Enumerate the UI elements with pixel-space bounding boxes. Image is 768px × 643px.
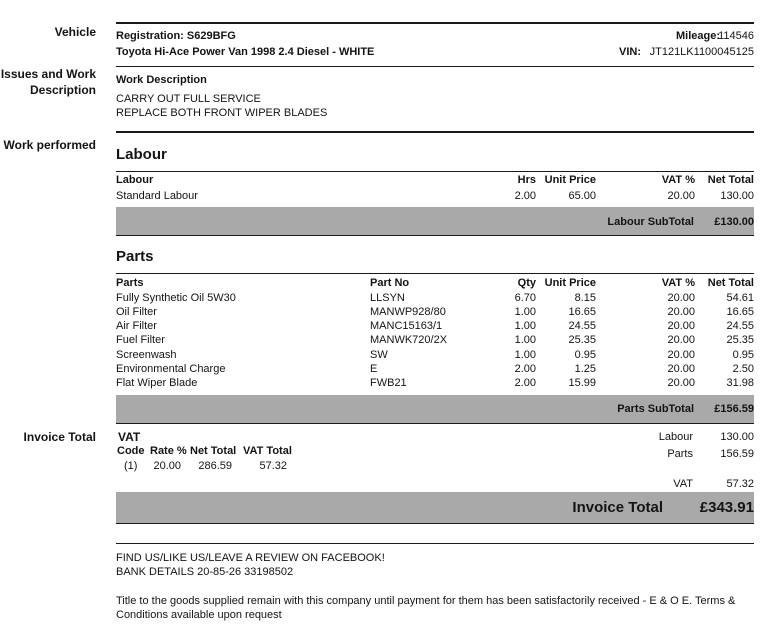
mileage-value: 114546 (718, 30, 754, 42)
labour-col-item: Labour (116, 174, 154, 186)
table-row (116, 376, 754, 390)
vat-code: (1) (124, 460, 138, 472)
part-no: E (370, 363, 378, 375)
part-qty: 2.00 (514, 363, 536, 375)
part-no: MANWP928/80 (370, 306, 446, 318)
part-net: 2.50 (732, 363, 754, 375)
parts-header-rule (116, 273, 754, 274)
part-no: LLSYN (370, 292, 405, 304)
totals-vat-label: VAT (673, 478, 693, 490)
part-qty: 1.00 (514, 320, 536, 332)
table-row (116, 319, 754, 333)
part-unit-price: 0.95 (574, 349, 596, 361)
totals-parts-value: 156.59 (720, 448, 754, 460)
labour-vat: 20.00 (667, 190, 695, 202)
table-row (116, 291, 754, 305)
table-row (116, 189, 754, 203)
labour-header-row (116, 173, 754, 187)
part-qty: 1.00 (514, 306, 536, 318)
vat-title: VAT (118, 430, 141, 444)
labour-col-hrs: Hrs (517, 174, 536, 186)
vat-rate: 20.00 (153, 460, 181, 472)
part-unit-price: 16.65 (568, 306, 596, 318)
part-net: 0.95 (732, 349, 754, 361)
vat-col-vat: VAT Total (243, 445, 292, 457)
labour-item: Standard Labour (116, 190, 198, 202)
totals-bottom-rule (116, 523, 754, 524)
labour-subtotal-value: £130.00 (714, 216, 754, 228)
work-line-1: CARRY OUT FULL SERVICE (116, 93, 261, 105)
footer-top-rule (116, 543, 754, 544)
part-unit-price: 15.99 (568, 377, 596, 389)
parts-title: Parts (116, 248, 154, 265)
part-vat: 20.00 (667, 334, 695, 346)
labour-hrs: 2.00 (514, 190, 536, 202)
footer-bank: BANK DETAILS 20-85-26 33198502 (116, 566, 294, 578)
vat-col-rate: Rate % (150, 445, 187, 457)
parts-subtotal-label: Parts SubTotal (617, 403, 694, 415)
parts-col-unit-price: Unit Price (544, 277, 596, 289)
part-qty: 1.00 (514, 349, 536, 361)
vat-total: 57.32 (259, 460, 287, 472)
work-description-heading: Work Description (116, 74, 207, 86)
parts-col-vat: VAT % (661, 277, 695, 289)
invoice-total-text: Invoice Total (572, 499, 663, 516)
part-no: MANC15163/1 (370, 320, 443, 332)
vehicle-bottom-rule (116, 66, 754, 67)
vehicle-top-rule (116, 22, 754, 24)
vehicle-label: Vehicle (54, 25, 96, 39)
issues-label: Issues and Work Description (0, 67, 96, 97)
footer-facebook: FIND US/LIKE US/LEAVE A REVIEW ON FACEBOOK! (116, 552, 385, 564)
part-item: Fuel Filter (116, 334, 165, 346)
part-vat: 20.00 (667, 363, 695, 375)
table-row (116, 333, 754, 347)
part-vat: 20.00 (667, 292, 695, 304)
part-qty: 2.00 (514, 377, 536, 389)
mileage-label: Mileage: (676, 30, 721, 42)
parts-col-item: Parts (116, 277, 144, 289)
parts-subtotal-value: £156.59 (714, 403, 754, 415)
labour-net: 130.00 (720, 190, 754, 202)
part-no: SW (370, 349, 388, 361)
part-unit-price: 8.15 (574, 292, 596, 304)
part-item: Flat Wiper Blade (116, 377, 198, 389)
labour-header-rule (116, 171, 754, 172)
part-qty: 6.70 (514, 292, 536, 304)
part-net: 24.55 (726, 320, 754, 332)
registration: Registration: S629BFG (116, 30, 236, 42)
vat-col-net: Net Total (190, 445, 237, 457)
invoice-total-label: Invoice Total (23, 430, 96, 444)
part-unit-price: 1.25 (574, 363, 596, 375)
part-net: 54.61 (726, 292, 754, 304)
part-no: FWB21 (370, 377, 407, 389)
part-unit-price: 24.55 (568, 320, 596, 332)
labour-col-unit-price: Unit Price (544, 174, 596, 186)
part-vat: 20.00 (667, 306, 695, 318)
totals-vat-value: 57.32 (726, 478, 754, 490)
part-vat: 20.00 (667, 349, 695, 361)
part-unit-price: 25.35 (568, 334, 596, 346)
parts-bottom-rule (116, 423, 754, 424)
vat-net: 286.59 (198, 460, 232, 472)
table-row (116, 305, 754, 319)
labour-col-net: Net Total (707, 174, 754, 186)
footer-terms: Title to the goods supplied remain with this company until payment for them has been satisfactorily received - E & O E. Terms & Conditions available upon request (116, 595, 736, 621)
labour-subtotal-label: Labour SubTotal (607, 216, 694, 228)
part-net: 16.65 (726, 306, 754, 318)
part-vat: 20.00 (667, 377, 695, 389)
parts-col-part-no: Part No (370, 277, 410, 289)
vehicle-description: Toyota Hi-Ace Power Van 1998 2.4 Diesel - WHITE (116, 46, 375, 58)
part-no: MANWK720/2X (370, 334, 448, 346)
work-line-2: REPLACE BOTH FRONT WIPER BLADES (116, 107, 328, 119)
vin-value: JT121LK1100045125 (649, 46, 754, 58)
vin-label: VIN: (619, 46, 641, 58)
part-item: Oil Filter (116, 306, 157, 318)
parts-header-row (116, 276, 754, 290)
part-item: Air Filter (116, 320, 157, 332)
labour-title: Labour (116, 146, 167, 163)
part-item: Environmental Charge (116, 363, 226, 375)
part-net: 25.35 (726, 334, 754, 346)
parts-col-net: Net Total (707, 277, 754, 289)
part-qty: 1.00 (514, 334, 536, 346)
table-row (116, 348, 754, 362)
table-row (116, 362, 754, 376)
totals-parts-label: Parts (667, 448, 693, 460)
labour-unit-price: 65.00 (568, 190, 596, 202)
part-item: Screenwash (116, 349, 177, 361)
part-vat: 20.00 (667, 320, 695, 332)
part-net: 31.98 (726, 377, 754, 389)
labour-bottom-rule (116, 235, 754, 236)
parts-col-qty: Qty (517, 277, 536, 289)
labour-col-vat: VAT % (661, 174, 695, 186)
invoice-total-value: £343.91 (699, 499, 754, 516)
vat-col-code: Code (117, 445, 145, 457)
part-item: Fully Synthetic Oil 5W30 (116, 292, 236, 304)
work-performed-label: Work performed (3, 138, 96, 152)
totals-labour-value: 130.00 (720, 431, 754, 443)
totals-labour-label: Labour (658, 431, 693, 443)
work-bottom-rule (116, 131, 754, 133)
